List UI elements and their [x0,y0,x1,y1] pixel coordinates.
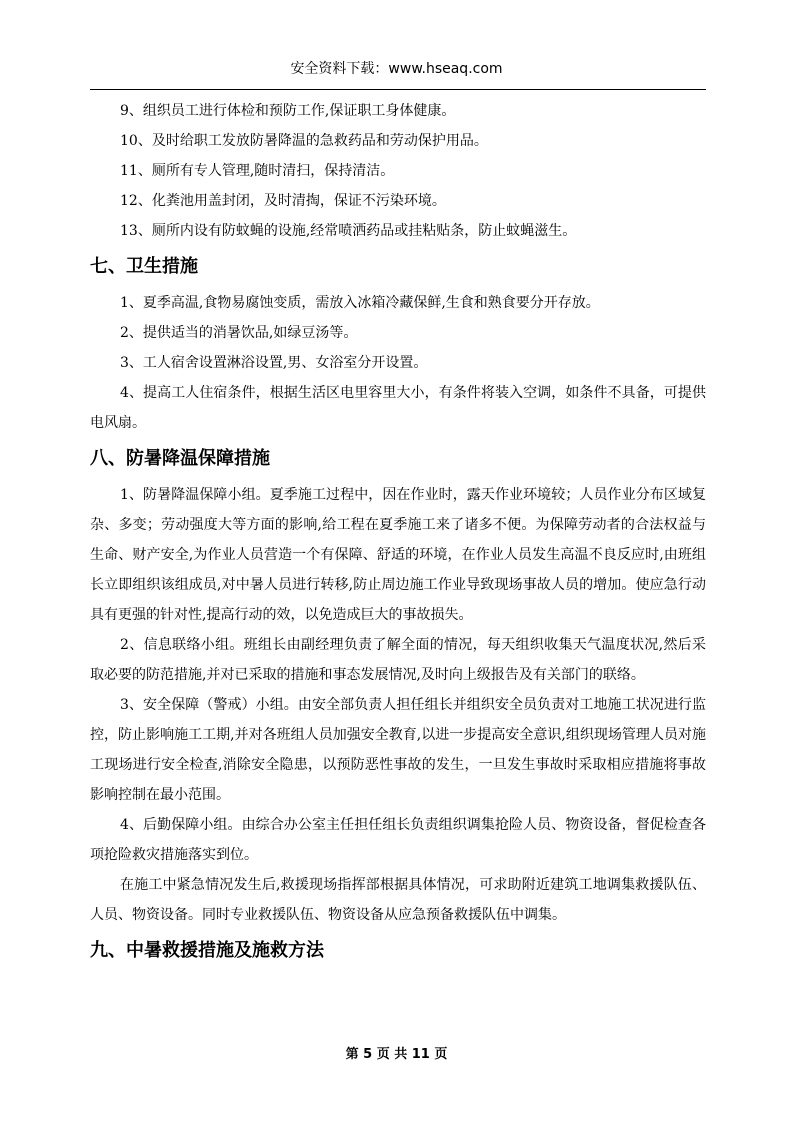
section-7-item-4: 4、提高工人住宿条件，根据生活区电里容里大小，有条件将装入空调，如条件不具备，可提供电风扇。 [90,385,706,431]
section-7-item-1: 1、夏季高温,食物易腐蚀变质，需放入冰箱冷藏保鲜,生食和熟食要分开存放。 [120,295,600,311]
section-9-heading: 九、中暑救援措施及施救方法 [90,940,324,961]
list-item-9: 9、组织员工进行体检和预防工作,保证职工身体健康。 [120,103,456,119]
section-8-para-5: 在施工中紧急情况发生后,救援现场指挥部根据具体情况，可求助附近建筑工地调集救援队伍、人员、物资设备。同时专业救援队伍、物资设备从应急预备救援队伍中调集。 [90,877,706,923]
section-8-para-2: 2、信息联络小组。班组长由副经理负责了解全面的情况，每天组织收集天气温度状况,然后采取必要的防范措施,并对已采取的措施和事态发展情况,及时向上级报告及有关部门的联络。 [90,637,706,683]
page-header: 安全资料下载：www.hseaq.com [290,61,503,77]
document-body [90,96,706,972]
page-number: 第 5 页 共 11 页 [345,1047,448,1062]
section-7-item-2: 2、提供适当的消暑饮品,如绿豆汤等。 [120,325,358,341]
list-item-11: 11、厕所有专人管理,随时清扫，保持清洁。 [120,163,395,179]
section-7-item-3: 3、工人宿舍设置淋浴设置,男、女浴室分开设置。 [120,355,428,371]
list-item-10: 10、及时给职工发放防暑降温的急救药品和劳动保护用品。 [120,133,488,149]
section-8-heading: 八、防暑降温保障措施 [90,448,270,469]
section-8-para-1: 1、防暑降温保障小组。夏季施工过程中，因在作业时，露天作业环境较；人员作业分布区域复杂、多变；劳动强度大等方面的影响,给工程在夏季施工来了诸多不便。为保障劳动者的合法权益与生命、财产安全,为作业人员营造一个有保障、舒适的环境，在作业人员发生高温不良反应时,由班组长立即组织该组成员,对中暑人员进行转移,防止周边施工作业导致现场事故人员的增加。使应急行动具有更强的针对性,提高行动的效，以免造成巨大的事故损失。 [90,487,706,623]
header-divider [90,89,706,90]
section-8-para-4: 4、后勤保障小组。由综合办公室主任担任组长负责组织调集抢险人员、物资设备，督促检查各项抢险救灾措施落实到位。 [90,817,706,863]
section-7-heading: 七、卫生措施 [90,256,198,277]
section-8-para-3: 3、安全保障（警戒）小组。由安全部负责人担任组长并组织安全员负责对工地施工状况进行监控，防止影响施工工期,并对各班组人员加强安全教育,以进一步提高安全意识,组织现场管理人员对施工现场进行安全检查,消除安全隐患，以预防恶性事故的发生，一旦发生事故时采取相应措施将事故影响控制在最小范围。 [90,697,706,803]
list-item-12: 12、化粪池用盖封闭，及时清掏，保证不污染环境。 [120,193,446,209]
list-item-13: 13、厕所内设有防蚊蝇的设施,经常喷洒药品或挂粘贴条，防止蚊蝇滋生。 [120,223,577,239]
